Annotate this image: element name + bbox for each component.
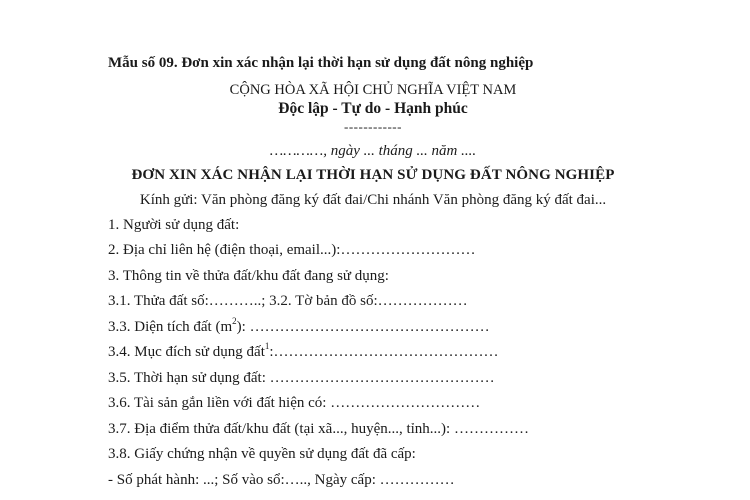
recipient-line: Kính gửi: Văn phòng đăng ký đất đai/Chi nhánh Văn phòng đăng ký đất đai... xyxy=(139,192,607,208)
field-label: 1. Người sử dụng đất: xyxy=(108,217,240,233)
field-attached-assets xyxy=(108,394,480,412)
footnote-marker: 1 xyxy=(264,341,270,351)
field-certificate xyxy=(108,445,416,463)
header-separator: ------------ xyxy=(344,119,402,134)
field-label: - Số phát hành: ...; Số vào sổ:….., Ngày cấp: xyxy=(108,472,380,488)
field-parcel-number xyxy=(108,292,468,310)
field-label-after: ): xyxy=(236,319,250,335)
field-fill: ………………………… xyxy=(330,395,481,411)
field-fill: ……………………………………… xyxy=(273,344,499,360)
field-fill: …………… xyxy=(379,472,455,488)
document-title: ĐƠN XIN XÁC NHẬN LẠI THỜI HẠN SỬ DỤNG ĐẤT NÔNG NGHIỆP xyxy=(131,167,615,183)
field-land-purpose xyxy=(108,343,499,361)
nation-header: CỘNG HÒA XÃ HỘI CHỦ NGHĨA VIỆT NAM xyxy=(229,82,517,98)
national-motto: Độc lập - Tự do - Hạnh phúc xyxy=(278,100,468,117)
field-label: 3.6. Tài sản gắn liền với đất hiện có: xyxy=(108,395,331,411)
form-number-label: Mẫu số 09. Đơn xin xác nhận lại thời hạn sử dụng đất nông nghiệp xyxy=(108,55,534,71)
field-fill: ………..; 3.2. Tờ bản đồ số:……………… xyxy=(208,293,468,309)
field-fill: ……………………………………… xyxy=(269,370,495,386)
field-land-area xyxy=(108,318,490,336)
field-label: 3. Thông tin về thửa đất/khu đất đang sử dụng: xyxy=(108,268,389,284)
field-label: 3.7. Địa điểm thửa đất/khu đất (tại xã..., huyện..., tỉnh...): xyxy=(108,421,454,437)
field-land-location xyxy=(108,420,529,438)
field-fill: ………………………………………… xyxy=(249,319,490,335)
superscript: 2 xyxy=(232,316,237,326)
field-label: 3.3. Diện tích đất (m xyxy=(108,319,233,335)
field-label: 3.8. Giấy chứng nhận về quyền sử dụng đất đã cấp: xyxy=(108,446,416,462)
field-land-user xyxy=(108,216,239,234)
date-line: …………, ngày ... tháng ... năm .... xyxy=(269,143,477,159)
field-label: 3.1. Thửa đất số: xyxy=(108,293,209,309)
field-certificate-details xyxy=(108,471,455,489)
field-land-term xyxy=(108,369,495,387)
field-land-info xyxy=(108,267,389,285)
field-label: 2. Địa chỉ liên hệ (điện thoại, email...): xyxy=(108,242,341,258)
field-contact-address xyxy=(108,241,475,259)
field-label: 3.5. Thời hạn sử dụng đất: xyxy=(108,370,270,386)
field-label-after: : xyxy=(269,344,274,360)
field-fill: …………… xyxy=(453,421,529,437)
field-label: 3.4. Mục đích sử dụng đất xyxy=(108,344,265,360)
field-fill: ……………………… xyxy=(340,242,476,258)
